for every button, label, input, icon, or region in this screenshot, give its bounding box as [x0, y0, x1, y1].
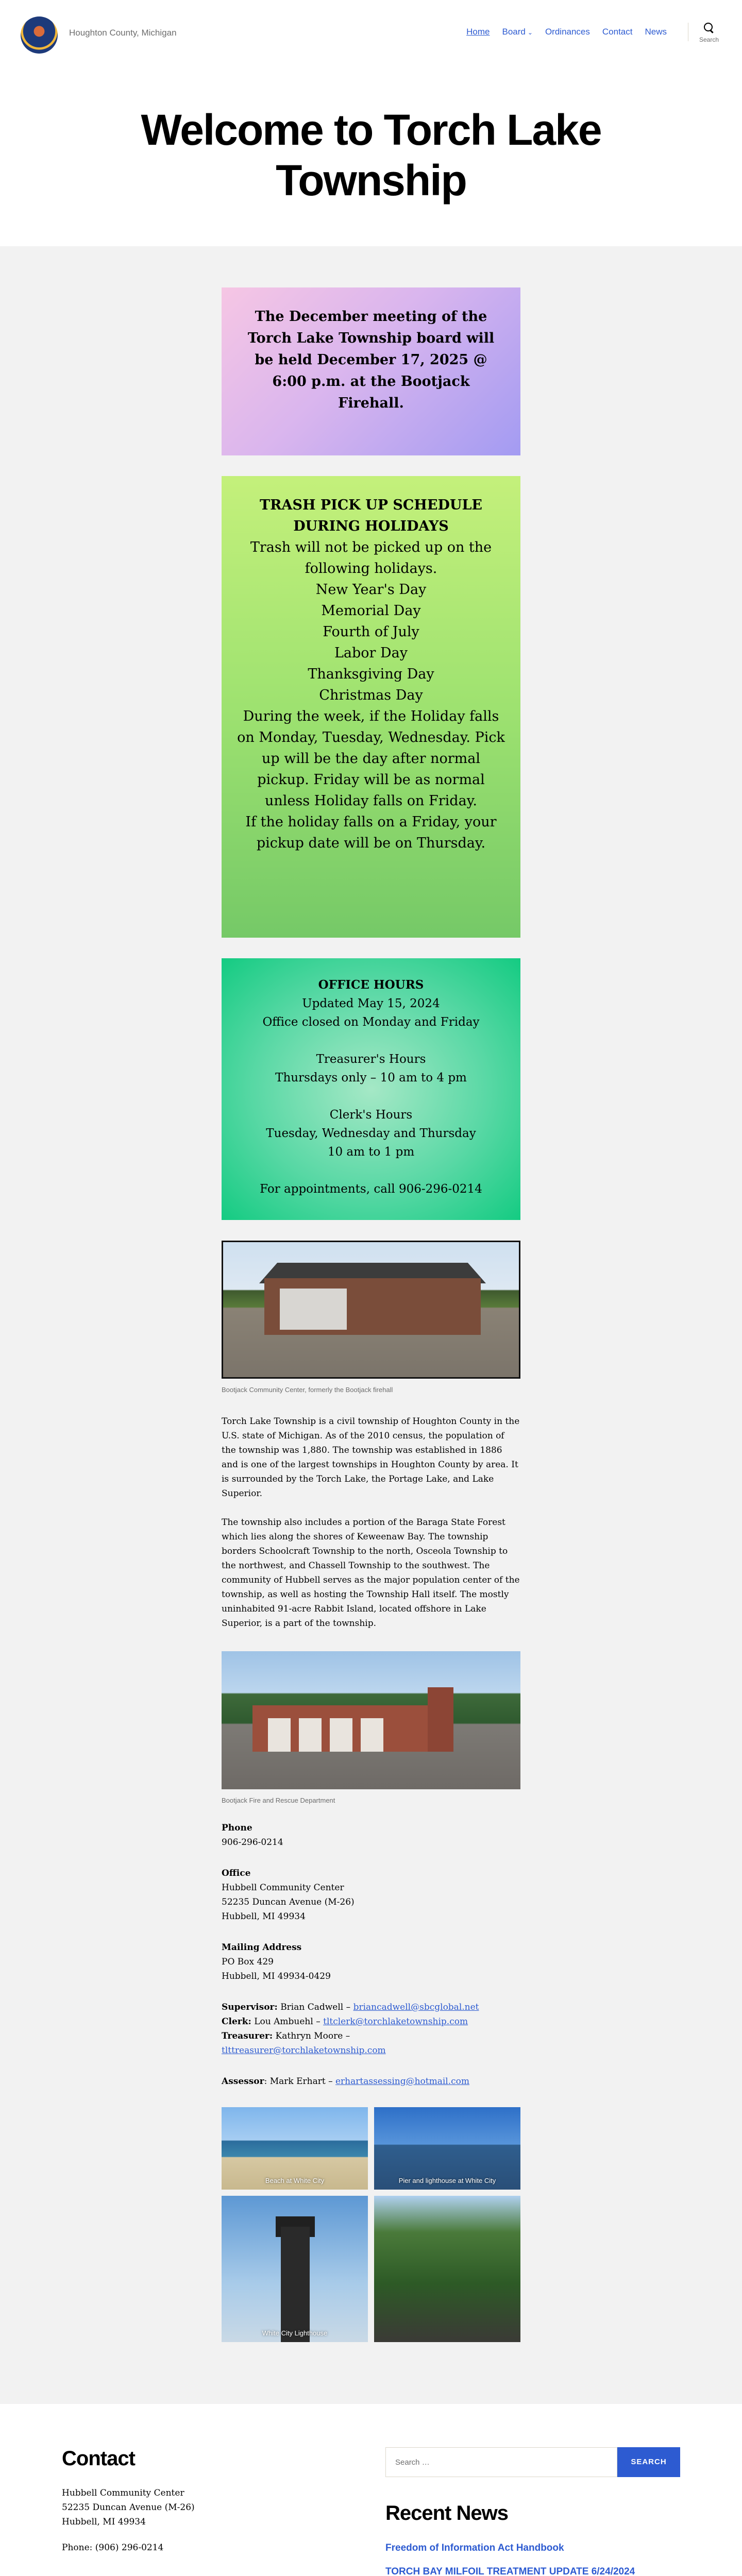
office-closed-days: Office closed on Monday and Friday — [262, 1015, 480, 1029]
main-content — [0, 246, 742, 2404]
trash-heading: TRASH PICK UP SCHEDULE DURING HOLIDAYS — [259, 497, 483, 534]
holiday-item: Fourth of July — [323, 624, 419, 640]
photo-door — [299, 1718, 322, 1752]
gallery-caption: Beach at White City — [265, 2177, 325, 2184]
holiday-item: Christmas Day — [319, 687, 423, 703]
gallery-caption: Pier and lighthouse at White City — [398, 2177, 496, 2184]
trash-rule-friday: If the holiday falls on a Friday, your pickup date will be on Thursday. — [245, 814, 497, 851]
supervisor-label: Supervisor: — [222, 2002, 278, 2012]
trash-rule-weekday: During the week, if the Holiday falls on Monday, Tuesday, Wednesday. Pick up will be the day after normal pickup. Friday will be as normal unless Holiday falls on Friday. — [237, 708, 505, 809]
nav-contact[interactable]: Contact — [602, 27, 633, 37]
office-hours-notice — [222, 958, 520, 1220]
footer-address-city: Hubbell, MI 49934 — [62, 2517, 146, 2527]
search-toggle-label: Search — [699, 36, 719, 43]
township-geography: The township also includes a portion of the Baraga State Forest which lies along the shores of Keweenaw Bay. The township borders Schoolcraft Township to the north, Osceola Township to the northwest, and Chassell Township to the southwest. The community of Hubbell serves as the major population center of the township, as well as hosting the Township Hall itself. The mostly uninhabited 91-acre Rabbit Island, located offshore in Lake Superior, is a part of the township. — [222, 1517, 520, 1629]
page-title: Welcome to Torch Lake Township — [141, 106, 601, 205]
primary-nav — [466, 27, 667, 37]
holiday-item: New Year's Day — [315, 582, 427, 598]
lighthouse-tower — [281, 2227, 310, 2342]
photo-door — [268, 1718, 291, 1752]
office-street: 52235 Duncan Avenue (M-26) — [222, 1897, 355, 1907]
treasurer-label: Treasurer: — [222, 2031, 273, 2041]
search-icon — [704, 23, 714, 33]
treasurer-hours-title: Treasurer's Hours — [316, 1053, 426, 1066]
clerk-hours: 10 am to 1 pm — [327, 1145, 415, 1159]
township-description: Torch Lake Township is a civil township of Houghton County in the U.S. state of Michigan. As of the 2010 census, the population of the township was 1,880. The township was established in 1886 and is one of the largest townships in Houghton County by area. It is surrounded by the Torch Lake, the Portage Lake, and Lake Superior. — [222, 1416, 520, 1499]
treasurer-hours: Thursdays only – 10 am to 4 pm — [275, 1071, 467, 1084]
footer-address-street: 52235 Duncan Avenue (M-26) — [62, 2502, 195, 2513]
appointments-text: For appointments, call 906-296-0214 — [260, 1182, 482, 1196]
footer-widgets — [0, 2404, 742, 2576]
treasurer-email-link[interactable]: tlttreasurer@torchlaketownship.com — [222, 2045, 386, 2056]
mailing-city: Hubbell, MI 49934-0429 — [222, 1971, 331, 1981]
recent-news-list — [385, 2543, 680, 2576]
gallery-caption: White City Lighthouse — [262, 2329, 328, 2337]
site-description: Houghton County, Michigan — [69, 28, 177, 38]
footer-address — [62, 2486, 350, 2529]
news-item — [385, 2543, 680, 2554]
community-center-photo — [222, 1241, 520, 1379]
office-label: Office — [222, 1868, 251, 1878]
december-meeting-text: The December meeting of the Torch Lake Township board will be held December 17, 2025 @ 6:00 p.m. at the Bootjack Firehall. — [247, 309, 495, 411]
clerk-name: Lou Ambuehl – — [254, 2016, 321, 2027]
nav-board-label: Board — [502, 27, 526, 37]
fire-department-photo — [222, 1651, 520, 1789]
gallery-item[interactable] — [222, 2107, 368, 2190]
assessor-name: : Mark Erhart – — [264, 2076, 333, 2087]
footer-search-form — [385, 2447, 680, 2477]
assessor-label: Assessor — [222, 2076, 264, 2087]
clerk-days: Tuesday, Wednesday and Thursday — [266, 1127, 476, 1140]
holiday-item: Thanksgiving Day — [308, 666, 434, 682]
officials-block — [222, 2000, 520, 2058]
gallery-item[interactable] — [222, 2196, 368, 2342]
phone-number: 906-296-0214 — [222, 1837, 283, 1848]
footer-address-name: Hubbell Community Center — [62, 2488, 184, 2498]
assessor-email-link[interactable]: erhartassessing@hotmail.com — [335, 2076, 470, 2087]
clerk-label: Clerk: — [222, 2016, 251, 2027]
footer-contact-widget — [62, 2447, 350, 2576]
footer-search-input[interactable]: Search … — [385, 2447, 617, 2477]
footer-search-news-widget — [385, 2447, 680, 2576]
mailing-block — [222, 1940, 520, 1984]
community-center-caption: Bootjack Community Center, formerly the Bootjack firehall — [222, 1386, 393, 1394]
photo-gallery — [222, 2107, 520, 2342]
fire-department-figure — [222, 1651, 520, 1804]
entry-header — [0, 64, 742, 246]
holiday-item: Labor Day — [334, 645, 408, 661]
mailing-po: PO Box 429 — [222, 1957, 274, 1967]
trash-intro: Trash will not be picked up on the following holidays. — [250, 539, 492, 577]
photo-tower — [428, 1687, 453, 1752]
office-hours-updated: Updated May 15, 2024 — [302, 997, 440, 1010]
gallery-item[interactable] — [374, 2107, 520, 2190]
supervisor-name: Brian Cadwell – — [280, 2002, 351, 2012]
office-hours-heading: OFFICE HOURS — [318, 978, 424, 992]
mailing-label: Mailing Address — [222, 1942, 302, 1953]
search-toggle-button[interactable] — [697, 23, 721, 43]
news-link[interactable]: Freedom of Information Act Handbook — [385, 2543, 564, 2553]
office-city: Hubbell, MI 49934 — [222, 1911, 306, 1922]
chevron-down-icon: ⌄ — [527, 29, 533, 36]
supervisor-email-link[interactable]: briancadwell@sbcglobal.net — [353, 2002, 479, 2012]
news-item — [385, 2566, 680, 2576]
office-name: Hubbell Community Center — [222, 1883, 344, 1893]
phone-label: Phone — [222, 1823, 252, 1833]
holiday-item: Memorial Day — [321, 603, 421, 619]
fire-department-caption: Bootjack Fire and Rescue Department — [222, 1797, 335, 1804]
photo-door — [330, 1718, 352, 1752]
nav-news[interactable]: News — [645, 27, 667, 37]
trash-schedule-notice — [222, 476, 520, 938]
news-link[interactable]: TORCH BAY MILFOIL TREATMENT UPDATE 6/24/2024 — [385, 2566, 635, 2576]
recent-news-title: Recent News — [385, 2502, 508, 2524]
community-center-figure — [222, 1241, 520, 1394]
treasurer-name: Kathryn Moore – — [275, 2031, 350, 2041]
footer-contact-title: Contact — [62, 2447, 135, 2470]
office-block — [222, 1866, 520, 1924]
footer-phone: Phone: (906) 296-0214 — [62, 2543, 164, 2553]
photo-wall — [280, 1289, 347, 1330]
footer-search-button[interactable]: SEARCH — [617, 2447, 680, 2477]
december-meeting-notice — [222, 287, 520, 455]
clerk-hours-title: Clerk's Hours — [329, 1108, 413, 1122]
assessor-block — [222, 2074, 520, 2089]
phone-block — [222, 1821, 520, 1850]
clerk-email-link[interactable]: tltclerk@torchlaketownship.com — [323, 2016, 468, 2027]
nav-board[interactable] — [502, 27, 533, 37]
township-logo[interactable] — [21, 16, 58, 54]
nav-home[interactable]: Home — [466, 27, 490, 37]
site-header — [0, 0, 742, 64]
gallery-item[interactable] — [374, 2196, 520, 2342]
nav-ordinances[interactable]: Ordinances — [545, 27, 590, 37]
photo-door — [361, 1718, 383, 1752]
